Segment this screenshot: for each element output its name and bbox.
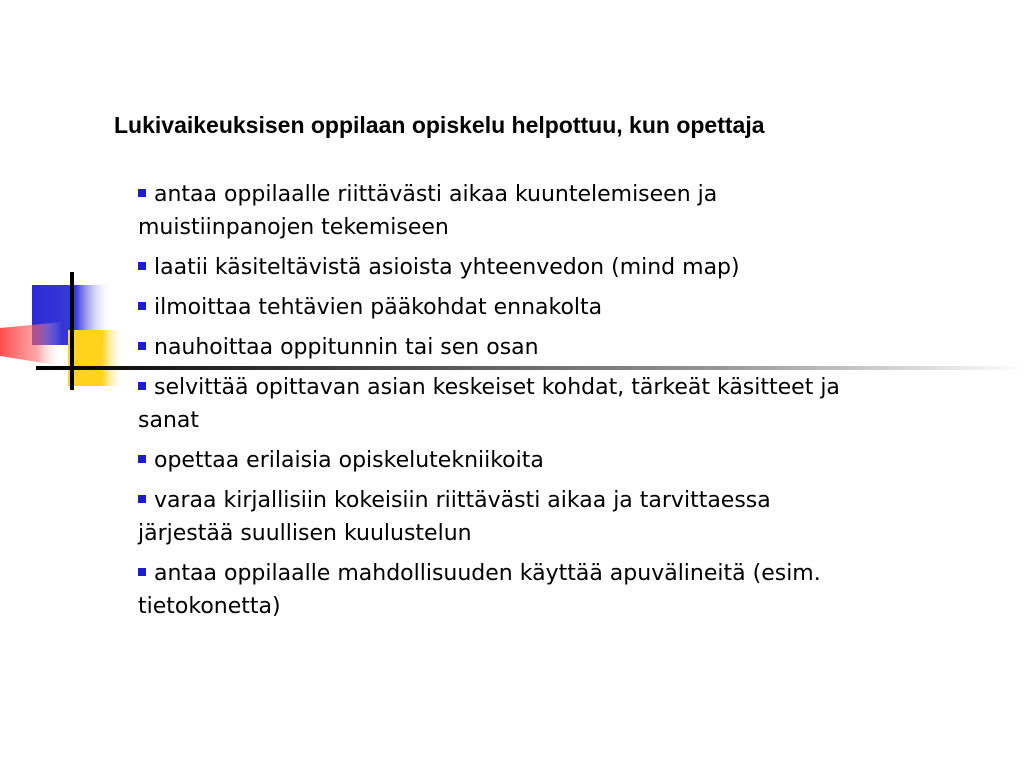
bullet-square-icon	[138, 455, 146, 463]
list-item-text: antaa oppilaalle mahdollisuuden käyttää apuvälineitä (esim. tietokonetta)	[138, 561, 821, 619]
list-item-text: varaa kirjallisiin kokeisiin riittävästi aikaa ja tarvittaessa järjestää suullisen kuulustelun	[138, 488, 771, 546]
deco-yellow-square	[68, 330, 124, 386]
list-item-text: nauhoittaa oppitunnin tai sen osan	[154, 335, 539, 360]
slide-title: Lukivaikeuksisen oppilaan opiskelu helpottuu, kun opettaja	[114, 112, 765, 138]
list-item	[138, 178, 858, 244]
list-item-text: antaa oppilaalle riittävästi aikaa kuuntelemiseen ja muistiinpanojen tekemiseen	[138, 182, 718, 240]
list-item	[138, 291, 858, 324]
list-item	[138, 371, 858, 437]
deco-red-shape	[0, 322, 62, 366]
list-item-text: ilmoittaa tehtävien pääkohdat ennakolta	[154, 295, 603, 320]
list-item-text: selvittää opittavan asian keskeiset kohdat, tärkeät käsitteet ja sanat	[138, 375, 840, 433]
list-item	[138, 331, 858, 364]
bullet-list	[138, 178, 858, 630]
list-item	[138, 444, 858, 477]
list-item-text: opettaa erilaisia opiskelutekniikoita	[154, 448, 544, 473]
list-item	[138, 557, 858, 623]
deco-vertical-line	[70, 272, 74, 390]
bullet-square-icon	[138, 342, 146, 350]
bullet-square-icon	[138, 262, 146, 270]
bullet-square-icon	[138, 382, 146, 390]
bullet-square-icon	[138, 568, 146, 576]
bullet-square-icon	[138, 495, 146, 503]
list-item	[138, 251, 858, 284]
list-item-text: laatii käsiteltävistä asioista yhteenvedon (mind map)	[154, 255, 740, 280]
bullet-square-icon	[138, 189, 146, 197]
bullet-square-icon	[138, 302, 146, 310]
list-item	[138, 484, 858, 550]
